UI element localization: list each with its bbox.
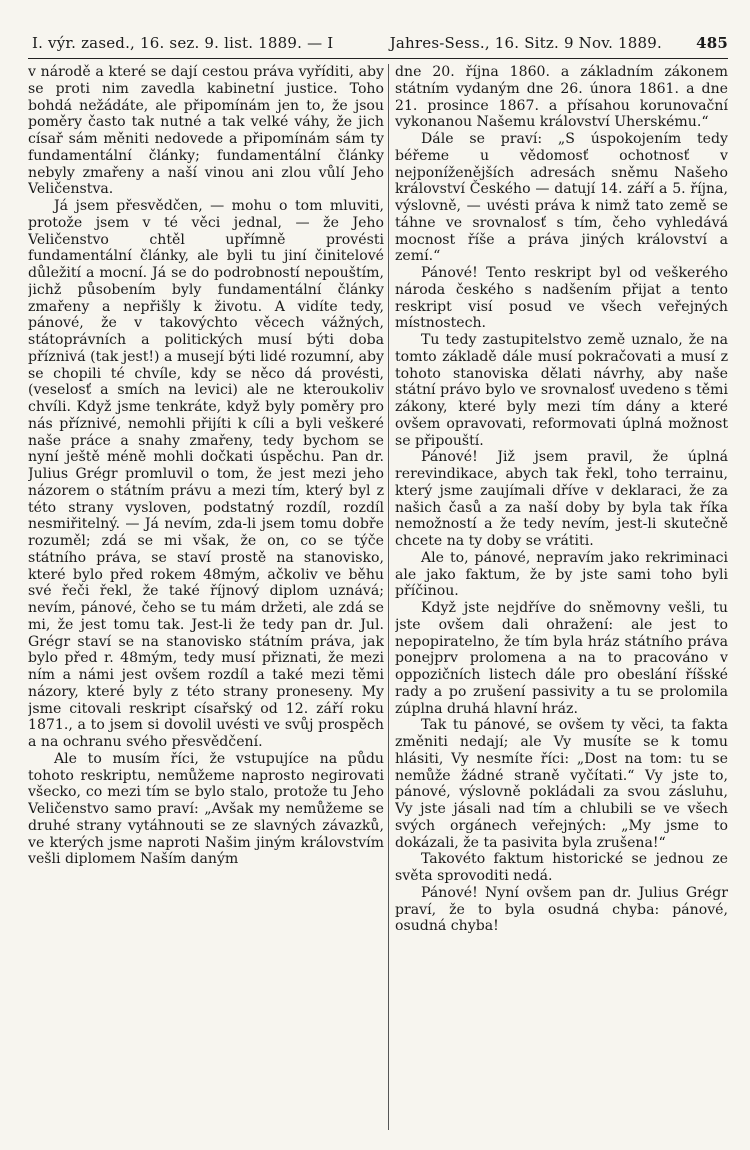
paragraph: Já jsem přesvědčen, — mohu o tom mluviti, protože jsem v té věci jednal, — že Jeho Veličenstvo chtěl upřímně provésti fundamentální články, ale byli tu jiní činitelové důležití a mocní. Já se do podrobností nepouštím, jichž působením byly fundamentální články zmařeny a nepřišly k životu. A vidíte tedy, pánové, že v takovýchto věcech vážných, státoprávních a politických musí býti doba příznivá (tak jest!) a musejí býti lidé rozumní, aby se chopili té chvíle, kdy se něco dá provésti, (veselosť a smích na levici) ale ne kteroukoliv chvíli. Když jsme tenkráte, když byly poměry pro nás příznivé, nemohli přijíti k cíli a byli veškeré naše práce a snahy zmařeny, tedy bychom se nyní ještě méně mohli dočkati úspěchu. Pan dr. Julius Grégr promluvil o tom, že jest mezi jeho názorem o státním právu a mezi tím, který byl z této strany vysloven, podstatný rozdíl, rozdíl nesmiřitelný. — Já nevím, zda-li jsem tomu dobře rozuměl; zdá se mi však, že on, co se týče státního práva, se staví prostě na stanovisko, které bylo před rokem 48mým, ačkoliv ve běhu své řeči řekl, že také říjnový diplom uznává; nevím, pánové, čeho se tu mám držeti, ale zdá se mi, že jest tomu tak. Jest-li že tedy pan dr. Jul. Grégr staví se na stanovisko státním práva, jak bylo před r. 48mým, tedy musí přiznati, že mezi ním a námi jest ovšem rozdíl a také mezi těmi názory, které byly z této strany proneseny. My jsme citovali reskript císařský od 12. září roku 1871., a to jsem si dovolil uvésti ve svůj prospěch a na ochranu svého přesvědčení. xyxy=(28,198,384,750)
header-czech-session: I. výr. zased., 16. sez. 9. list. 1889. — I xyxy=(32,34,334,52)
paragraph: Když jste nejdříve do sněmovny vešli, tu jste ovšem dali ohražení: ale jest to nepopiratelno, že tím byla hráz státního práva ponejprv prolomena a na to pracováno v oppozičních listech dále pro obeslání říšské rady a po zrušení passivity a tu se prolomila zúplna druhá hlavní hráz. xyxy=(395,600,728,717)
page-number: 485 xyxy=(696,34,728,52)
paragraph: Tak tu pánové, se ovšem ty věci, ta fakta změniti nedají; ale Vy musíte se k tomu hlásiti, Vy nesmíte říci: „Dost na tom: tu se nemůže žádné straně vyčítati.“ Vy jste to, pánové, výslovně pokládali za svou zásluhu, Vy jste jásali nad tím a chlubili se ve všech svých orgánech veřejných: „My jsme to dokázali, že ta pasivita byla zrušena!“ xyxy=(395,717,728,851)
page-header xyxy=(28,18,728,59)
right-column xyxy=(395,64,728,1130)
paragraph: dne 20. října 1860. a základním zákonem státním vydaným dne 26. února 1861. a dne 21. prosince 1867. a přísahou korunovační vykonanou Našemu království Uherskému.“ xyxy=(395,64,728,131)
left-column xyxy=(28,64,384,1130)
text-columns xyxy=(28,64,728,1130)
paragraph: Ale to musím říci, že vstupujíce na půdu tohoto reskriptu, nemůžeme naprosto negirovati všecko, co mezi tím se bylo stalo, protože tu Jeho Veličenstvo samo praví: „Avšak my nemůžeme se druhé strany vytáhnouti se ze slavných závazků, ve kterých jsme naproti Našim jiným královstvím vešli diplomem Naším daným xyxy=(28,750,384,868)
paragraph: Pánové! Již jsem pravil, že úplná rerevindikace, abych tak řekl, toho terrainu, který jsme zaujímali dříve v deklaraci, že za našich časů a za naší doby by byla tak říka nemožností a že tedy nevím, jest-li skutečně chcete na ty doby se vrátiti. xyxy=(395,449,728,549)
header-german-session: Jahres-Sess., 16. Sitz. 9 Nov. 1889. xyxy=(389,34,662,52)
paragraph: Pánové! Nyní ovšem pan dr. Julius Grégr praví, že to byla osudná chyba: pánové, osudná chyba! xyxy=(395,884,728,935)
paragraph: Takovéto faktum historické se jednou ze světa sprovoditi nedá. xyxy=(395,851,728,884)
column-divider xyxy=(388,64,389,1130)
paragraph: Ale to, pánové, nepravím jako rekriminaci ale jako faktum, že by jste sami toho byli příčinou. xyxy=(395,549,728,600)
paragraph: Tu tedy zastupitelstvo země uznalo, že na tomto základě dále musí pokračovati a musí z tohoto stanoviska dělati návrhy, aby naše státní právo bylo ve srovnalosť uvedeno s těmi zákony, které byly mezi tím dány a které ovšem opravovati, reformovati úplná možnost se připouští. xyxy=(395,332,728,449)
paragraph: Pánové! Tento reskript byl od veškerého národa českého s nadšením přijat a tento reskript visí posud ve všech veřejných místnostech. xyxy=(395,265,728,332)
paragraph: v národě a které se dají cestou práva vyříditi, aby se proti nim zavedla kabinetní justice. Toho bohdá nežádáte, ale připomínám jen to, že jsou poměry často tak nutné a tak velké váhy, že jich císař sám měniti nedovede a připomínám sám ty fundamentální články; fundamentální články nebyly zmařeny a naší vinou ani zlou vůlí Jeho Veličenstva. xyxy=(28,64,384,198)
paragraph: Dále se praví: „S úspokojením tedy béřeme u vědomosť ochotnosť v nejponíženějších adresách sněmu Našeho království Českého — datují 14. září a 5. října, výslovně, — uvésti práva k nimž tato země se táhne ve srovnalosť s tím, čeho vyhledává mocnost říše a práva jiných království a zemí.“ xyxy=(395,131,728,265)
